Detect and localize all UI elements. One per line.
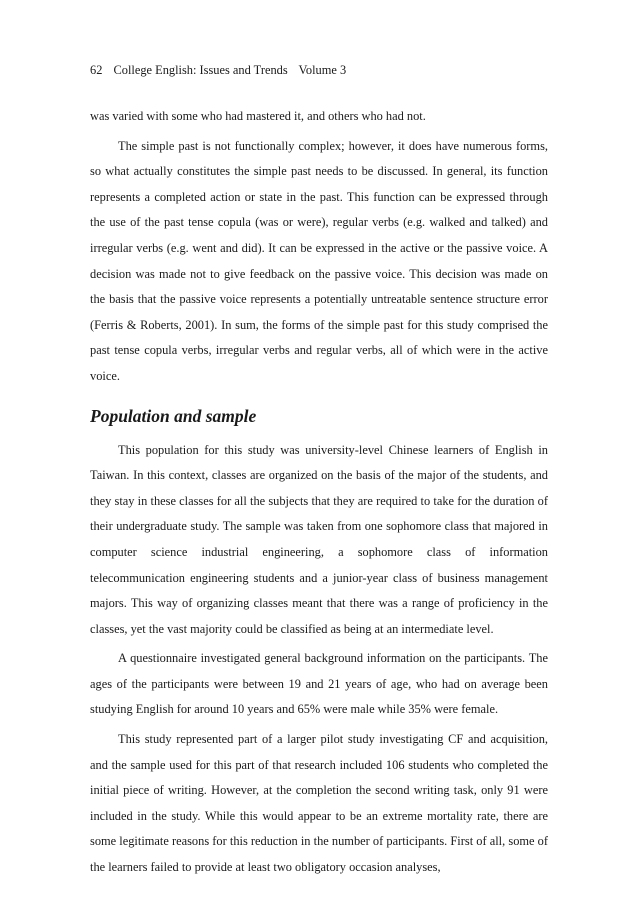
journal-title: College English: Issues and Trends — [113, 63, 288, 77]
page-number: 62 — [90, 63, 103, 77]
paragraph: was varied with some who had mastered it, and others who had not. — [90, 109, 426, 123]
section-simple-past — [90, 104, 548, 390]
paragraph: This population for this study was university-level Chinese learners of English in Taiwan. In this context, classes are organized on the basis of the major of the students, and they stay in these classes for all the subjects that they are required to take for the duration of their undergraduate study. The sample was taken from one sophomore class that majored in computer science industrial engineering, a sophomore class of information telecommunication engineering students and a junior-year class of business management majors. This way of organizing classes meant that there was a range of proficiency in the classes, yet the vast majority could be classified as being at an intermediate level. — [90, 442, 548, 636]
section-population-sample — [90, 438, 548, 881]
paragraph: The simple past is not functionally complex; however, it does have numerous forms, so what actually constitutes the simple past needs to be discussed. In general, its function represents a completed action or state in the past. This function can be expressed through the use of the past tense copula (was or were), regular verbs (e.g. walked and talked) and irregular verbs (e.g. went and did). It can be expressed in the active or the passive voice. A decision was made not to give feedback on the passive voice. This decision was made on the basis that the passive voice represents a potentially untreatable sentence structure error (Ferris & Roberts, 2001). In sum, the forms of the simple past for this study comprised the past tense copula verbs, irregular verbs and regular verbs, all of which were in the active voice. — [90, 138, 548, 383]
volume-label: Volume 3 — [298, 63, 347, 77]
running-header — [90, 62, 548, 78]
paragraph: This study represented part of a larger pilot study investigating CF and acquisition, and the sample used for this part of that research included 106 students who completed the initial piece of writing. However, at the completion the second writing task, only 91 were included in the study. While this would appear to be an extreme mortality rate, there are some legitimate reasons for this reduction in the number of participants. First of all, some of the learners failed to provide at least two obligatory occasion analyses, — [90, 732, 548, 875]
paragraph: A questionnaire investigated general background information on the participants. The ages of the participants were between 19 and 21 years of age, who had on average been studying English for around 10 years and 65% were male while 35% were female. — [90, 651, 548, 717]
document-page — [90, 62, 548, 881]
section-heading: Population and sample — [90, 405, 257, 426]
